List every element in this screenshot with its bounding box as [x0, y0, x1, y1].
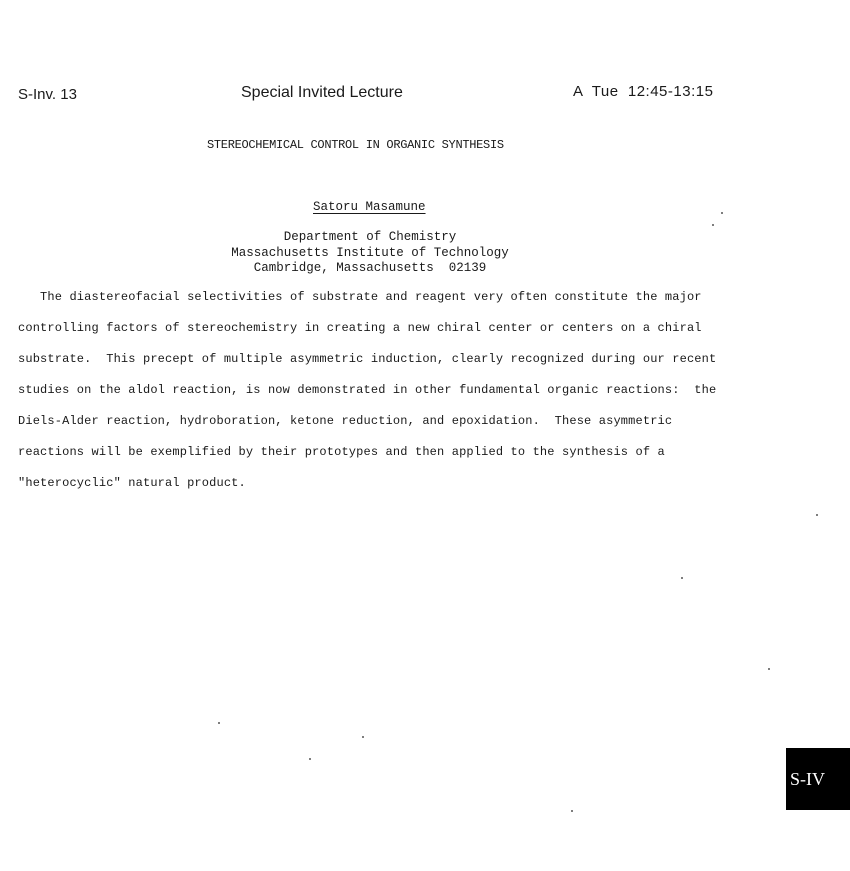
abstract-line: studies on the aldol reaction, is now demonstrated in other fundamental organic reactions: the [18, 383, 717, 397]
abstract [18, 290, 748, 507]
department: Department of Chemistry [283, 230, 457, 244]
scan-speck [362, 736, 364, 738]
scan-speck [721, 212, 723, 214]
scan-speck [712, 224, 714, 226]
location: Cambridge, Massachusetts 02139 [253, 261, 487, 275]
section-tab: S-IV [786, 748, 850, 810]
scan-speck [816, 514, 818, 516]
abstract-line: Diels-Alder reaction, hydroboration, ketone reduction, and epoxidation. These asymmetric [18, 414, 673, 428]
abstract-line: reactions will be exemplified by their prototypes and then applied to the synthesis of a [18, 445, 665, 459]
lecture-type: Special Invited Lecture [241, 84, 403, 101]
abstract-line: substrate. This precept of multiple asymmetric induction, clearly recognized during our recent [18, 352, 717, 366]
abstract-line: "heterocyclic" natural product. [18, 476, 246, 490]
scan-speck [309, 758, 311, 760]
scan-speck [571, 810, 573, 812]
abstract-line: controlling factors of stereochemistry in creating a new chiral center or centers on a chiral [18, 321, 702, 335]
paper-title: STEREOCHEMICAL CONTROL IN ORGANIC SYNTHESIS [207, 138, 504, 152]
scan-speck [681, 577, 683, 579]
affiliation [200, 230, 540, 277]
schedule: A Tue 12:45-13:15 [573, 83, 714, 100]
abstract-line: The diastereofacial selectivities of substrate and reagent very often constitute the major [18, 290, 702, 304]
scan-speck [218, 722, 220, 724]
scan-speck [768, 668, 770, 670]
session-code: S-Inv. 13 [18, 86, 77, 103]
author-name: Satoru Masamune [313, 200, 426, 214]
institute: Massachusetts Institute of Technology [231, 245, 509, 260]
